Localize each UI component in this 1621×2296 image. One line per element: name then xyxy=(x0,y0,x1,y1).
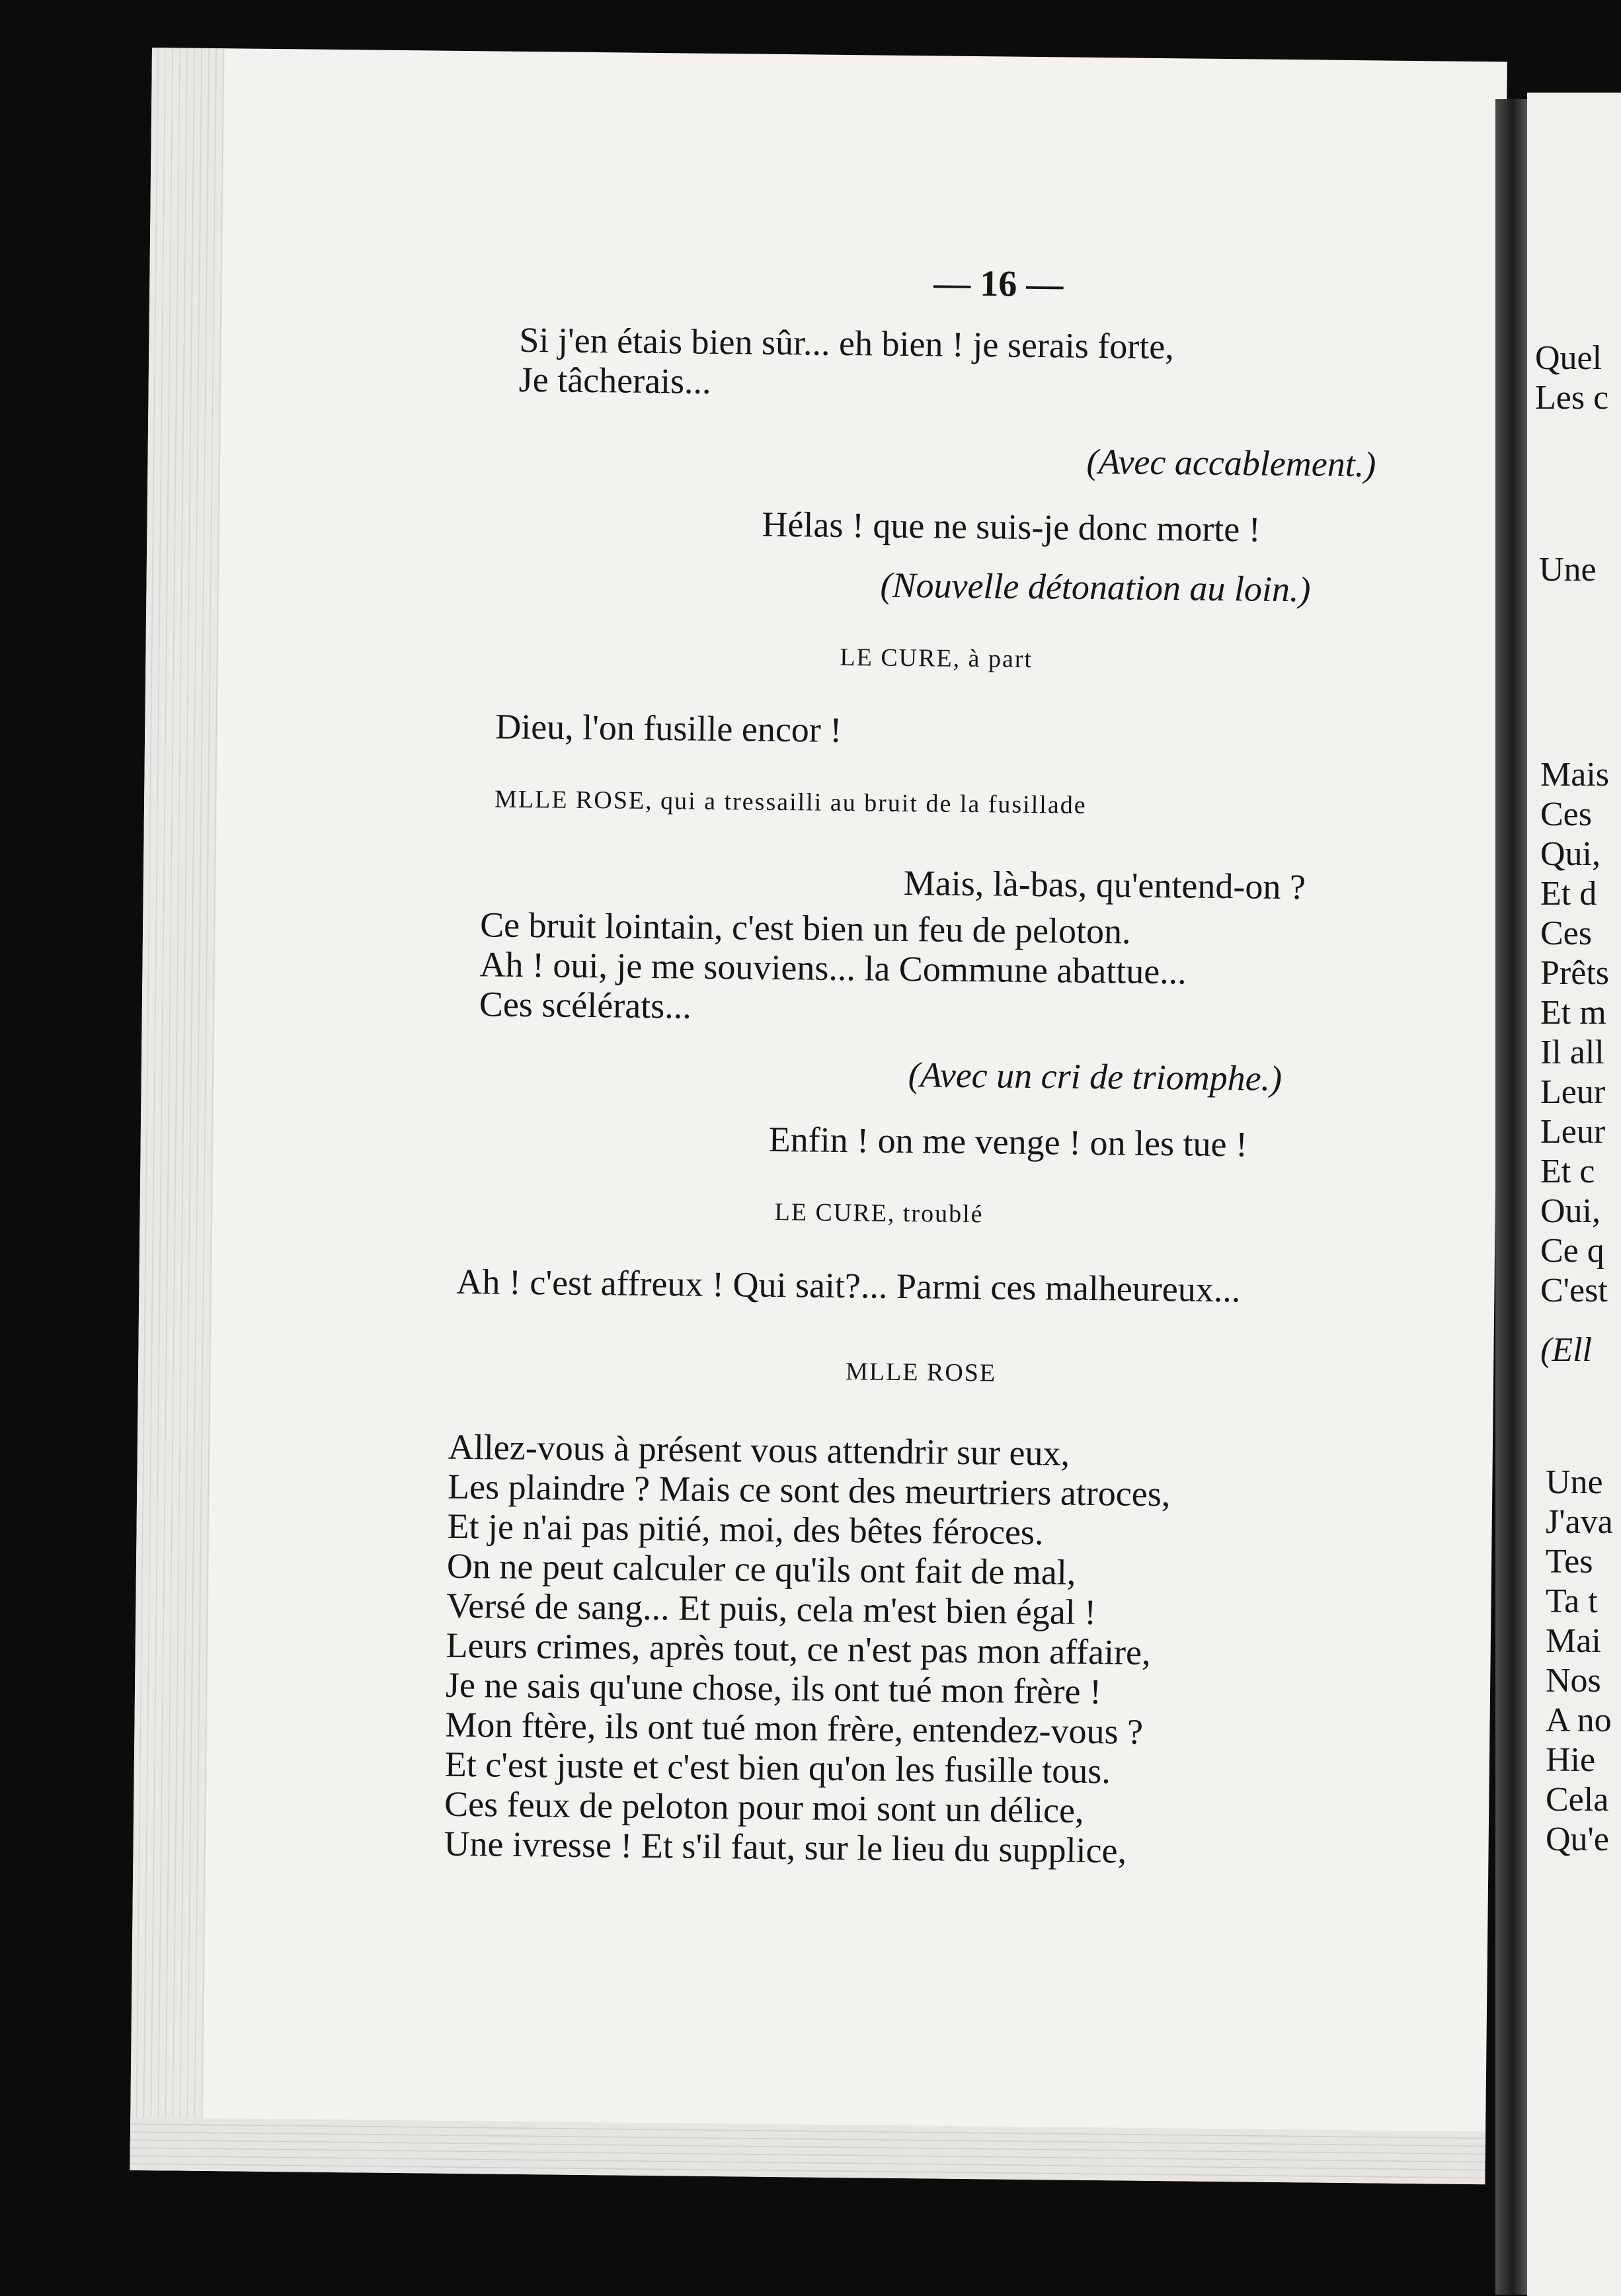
facing-line: Mais xyxy=(1540,756,1609,794)
verse-line: Et c'est juste et c'est bien qu'on les fusille tous. xyxy=(444,1744,1111,1791)
speaker-name: LE CURE, troublé xyxy=(774,1198,984,1229)
facing-page xyxy=(1527,93,1621,2296)
verse-line: Ces feux de peloton pour moi sont un délice, xyxy=(444,1784,1084,1830)
verse-line: Allez-vous à présent vous attendrir sur eux, xyxy=(448,1426,1070,1473)
facing-line: Ta t xyxy=(1546,1582,1598,1620)
facing-line: Oui, xyxy=(1540,1192,1601,1230)
facing-line: Ce q xyxy=(1540,1232,1604,1270)
verse-line: Ces scélérats... xyxy=(479,984,692,1026)
verse-line: Ce bruit lointain, c'est bien un feu de peloton. xyxy=(479,905,1131,952)
facing-line: Prêts xyxy=(1540,954,1609,992)
facing-line: Qui, xyxy=(1540,835,1601,873)
facing-line: Il all xyxy=(1540,1034,1604,1071)
page-number: — 16 — xyxy=(933,263,1064,306)
verse-line: Ah ! oui, je me souviens... la Commune abattue... xyxy=(479,944,1187,992)
page-bottom-edge xyxy=(130,2117,1485,2184)
facing-line: Tes xyxy=(1546,1543,1593,1580)
facing-line: Cela xyxy=(1546,1781,1609,1819)
facing-line: Qu'e xyxy=(1546,1821,1610,1858)
verse-line: Et je n'ai pas pitié, moi, des bêtes féroces. xyxy=(447,1506,1044,1553)
verse-line: Mais, là-bas, qu'entend-on ? xyxy=(903,862,1306,907)
facing-line: Ces xyxy=(1540,915,1592,952)
verse-line: Je tâcherais... xyxy=(518,359,711,401)
facing-line: Nos xyxy=(1546,1662,1601,1700)
verse-line: Je ne sais qu'une chose, ils ont tué mon frère ! xyxy=(445,1664,1102,1712)
facing-line: Et c xyxy=(1540,1153,1595,1190)
facing-line: Mai xyxy=(1546,1622,1601,1660)
verse-line: Enfin ! on me venge ! on les tue ! xyxy=(768,1119,1248,1165)
verse-line: Leurs crimes, après tout, ce n'est pas mon affaire, xyxy=(446,1625,1151,1672)
speaker-name: MLLE ROSE xyxy=(845,1358,997,1387)
facing-line: Ces xyxy=(1540,796,1592,833)
facing-line: Leur xyxy=(1540,1113,1606,1151)
verse-line: On ne peut calculer ce qu'ils ont fait de mal, xyxy=(446,1545,1076,1592)
verse-line: Les plaindre ? Mais ce sont des meurtriers atroces, xyxy=(447,1466,1171,1514)
verse-line: Ah ! c'est affreux ! Qui sait?... Parmi ces malheureux... xyxy=(456,1261,1241,1310)
facing-line: Une xyxy=(1546,1463,1603,1501)
facing-line: (Ell xyxy=(1540,1331,1592,1369)
facing-line: J'ava xyxy=(1546,1503,1613,1541)
verse-line: Versé de sang... Et puis, cela m'est bien égal ! xyxy=(446,1585,1097,1633)
facing-line: Hie xyxy=(1546,1741,1596,1779)
facing-line: C'est xyxy=(1540,1272,1608,1309)
book-spine xyxy=(1495,99,1527,2295)
facing-line: Quel xyxy=(1535,339,1602,377)
verse-line: Hélas ! que ne suis-je donc morte ! xyxy=(762,504,1261,550)
speaker-name: MLLE ROSE, qui a tressailli au bruit de la fusillade xyxy=(494,785,1087,819)
facing-line: Leur xyxy=(1540,1073,1606,1111)
page-edges xyxy=(130,48,225,2171)
stage-direction: (Nouvelle détonation au loin.) xyxy=(880,565,1311,610)
book-page xyxy=(130,48,1507,2184)
facing-line: Et d xyxy=(1540,875,1597,913)
facing-line: Une xyxy=(1539,551,1597,589)
facing-line: Et m xyxy=(1540,994,1606,1032)
verse-line: Dieu, l'on fusille encor ! xyxy=(494,706,842,750)
facing-line: A no xyxy=(1546,1702,1612,1739)
stage-direction: (Avec un cri de triomphe.) xyxy=(908,1055,1283,1098)
verse-line: Mon ftère, ils ont tué mon frère, entendez-vous ? xyxy=(445,1704,1144,1752)
speaker-name: LE CURE, à part xyxy=(840,643,1033,673)
verse-line: Une ivresse ! Et s'il faut, sur le lieu du supplice, xyxy=(444,1823,1127,1871)
facing-line: Les c xyxy=(1535,379,1609,417)
stage-direction: (Avec accablement.) xyxy=(1086,441,1376,485)
verse-line: Si j'en étais bien sûr... eh bien ! je serais forte, xyxy=(519,319,1175,367)
